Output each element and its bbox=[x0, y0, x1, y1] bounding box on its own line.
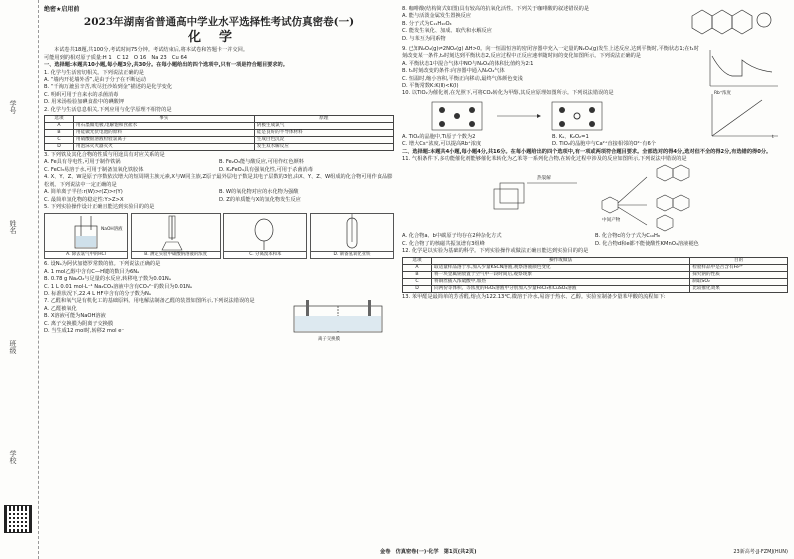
answer-option: C. 最简单氢化物的稳定性:Y>Z>X bbox=[44, 196, 124, 203]
answer-option: B. “千淘万漉虽辛苦,吹尽狂沙始到金”描述的是化学变化 bbox=[44, 84, 173, 91]
answer-option: B. t₁时刻改变的条件:向容器中通入N₂O₄气体 bbox=[402, 68, 505, 75]
figure-caption: D. 制备氢氧化亚铁 bbox=[311, 251, 393, 258]
answer-option: A. 简单离子半径:r(W)>r(Z)>r(Y) bbox=[44, 189, 123, 196]
figure-caption: B. 测定实验中碳酸钠溶液的浓度 bbox=[132, 251, 220, 258]
question-stem: 1. 化学与生活密切相关。下列说法正确的是 bbox=[44, 69, 144, 76]
answer-option: C. 恒温时,缩小容积,平衡正向移动,最终气体颜色变浅 bbox=[402, 75, 523, 82]
question-stem: 12. 化学是以实验为基础的科学。下列实验操作或做法正确且能达到实验目的的是 bbox=[402, 248, 589, 255]
answer-option: D. 用米汤检验加碘食盐中的碘酸钾 bbox=[44, 99, 124, 106]
q10-block bbox=[402, 90, 788, 148]
right-column bbox=[402, 6, 788, 301]
table-cell: 发生双水解反应 bbox=[254, 144, 393, 151]
q8-block bbox=[402, 6, 788, 46]
answer-option: A. TiO₂的晶胞中,Ti原子个数为2 bbox=[402, 133, 476, 140]
answer-option: C. 增大Cs⁺浓度,可以提高Rb⁺浓度 bbox=[402, 141, 482, 148]
answer-option: C. 1 L 0.01 mol·L⁻¹ Na₂CO₃溶液中含有CO₃²⁻的数目为0.01Nₐ bbox=[44, 283, 192, 290]
answer-option: A. 乙醛被氧化 bbox=[44, 305, 77, 312]
answer-option: B. Kₐ、K₂O₂=1 bbox=[552, 133, 589, 140]
apparatus-figure-d bbox=[310, 213, 394, 259]
answer-option: B. W的氧化物对应的水化物为强酸 bbox=[219, 189, 299, 196]
table-row bbox=[403, 278, 788, 285]
test-tube-icon bbox=[311, 214, 393, 252]
q9-text bbox=[402, 46, 702, 90]
table-header: 选项 bbox=[403, 257, 432, 264]
answer-option: D. TiO₂的晶胞中与Ca²⁺直接相邻的O²⁻有6个 bbox=[552, 141, 656, 148]
table-header: 操作或做法 bbox=[432, 257, 690, 264]
table-cell: 将一块金属钠放置于空气中一段时间后,观察现象 bbox=[432, 271, 690, 278]
answer-option: A. 化合物a、b中碳原子均存在2种杂化方式 bbox=[402, 233, 502, 240]
table-cell: 向两份等体积、等浓度的H₂O₂溶液中分别加入少量FeCl₃和CuSO₄溶液 bbox=[432, 285, 690, 292]
answer-option: C. 能发生氧化、加成、取代和水解反应 bbox=[402, 28, 492, 35]
table-cell: 取适量样品溶于水,加入少量KSCN溶液,观察溶液颜色变化 bbox=[432, 264, 690, 271]
option-grid bbox=[402, 134, 702, 149]
membrane-label: 离子交换膜 bbox=[318, 337, 340, 343]
table-cell: A bbox=[403, 264, 432, 271]
table-header: 事实 bbox=[74, 116, 255, 123]
table-header-row bbox=[45, 116, 394, 123]
question-stem: 2. 化学与生活息息相关,下列应用与化学原理不相符的是 bbox=[44, 106, 172, 113]
apparatus-figure-a bbox=[44, 213, 128, 259]
question-stem: 10. 以TiO₂为催化剂,在光照下,可将CO₂转化为甲醇,其反应原理如图所示。下列说法错误的是 bbox=[402, 90, 614, 97]
margin-label: 班级 bbox=[9, 340, 17, 354]
table-row bbox=[403, 285, 788, 292]
instructions-line: 本试卷共18题,共100分,考试时间75分钟。考试结束后,将本试卷和答题卡一并交回。 bbox=[54, 47, 249, 54]
table-cell: D bbox=[403, 285, 432, 292]
answer-option: D. 当生成12 mol时,转移2 mol e⁻ bbox=[44, 327, 125, 334]
table-cell: 用石墨做电极,电解饱和食盐水 bbox=[74, 123, 255, 130]
figure-caption: A. 除去氯气中的HCl bbox=[45, 251, 127, 258]
qr-code-icon bbox=[4, 505, 32, 533]
answer-option: B. X溶液可能为NaOH溶液 bbox=[44, 313, 106, 320]
table-cell: 比较催化效果 bbox=[690, 285, 788, 292]
q2-table bbox=[44, 115, 394, 151]
answer-option: B. 化合物c的分子式为C₁₀H₈ bbox=[595, 233, 660, 240]
question-stem: 8. 咖啡酸(结构简式如图)具有较高的抗氧化活性。下列关于咖啡酸的叙述错误的是 bbox=[402, 6, 590, 12]
electrolysis-cell-icon bbox=[284, 298, 392, 338]
reaction-scheme-icon bbox=[402, 163, 788, 233]
table-row bbox=[403, 271, 788, 278]
page-footer-code: 23新高考·JJ·FZMJ(HUN) bbox=[733, 549, 788, 555]
answer-option: B. 分子式为C₁₁H₁₀O₄ bbox=[402, 20, 452, 27]
exam-title: 2023年湖南省普通高中学业水平选择性考试仿真密卷(一) bbox=[83, 16, 355, 29]
section-heading: 一、选择题:本题共10小题,每小题3分,共30分。在每小题给出的四个选项中,只有一项是符合题目要求的。 bbox=[44, 62, 288, 69]
section-heading: 二、选择题:本题共4小题,每小题4分,共16分。在每小题给出的四个选项中,有一项或两项符合题目要求。全部选对的得4分,选对但不全的得2分,有选错的得0分。 bbox=[402, 148, 772, 155]
apparatus-figure-c bbox=[223, 213, 307, 259]
margin-label: 学号 bbox=[9, 100, 17, 114]
page-footer: 金卷 仿真密卷(一)·化学 第1页(共2页) bbox=[380, 549, 477, 555]
crystal-cell-icon bbox=[402, 98, 702, 134]
axis-label-y: Rb⁺浓度 bbox=[714, 91, 731, 97]
table-row bbox=[45, 123, 394, 130]
separatory-icon bbox=[224, 214, 306, 252]
table-cell: A bbox=[45, 123, 74, 130]
answer-option: C. FeCl₃易溶于水,可用于制备氢氧化铁胶体 bbox=[44, 166, 144, 173]
table-row bbox=[45, 144, 394, 151]
q11-figure bbox=[402, 163, 788, 233]
table-header-row bbox=[403, 257, 788, 264]
reagent-label: NaOH溶液 bbox=[101, 227, 123, 233]
table-cell: C bbox=[403, 278, 432, 285]
question-stem: 6. 设Nₐ为阿伏加德罗常数的值。下列说法正确的是 bbox=[44, 261, 161, 268]
answer-option: D. 与苯互为同系物 bbox=[402, 35, 446, 42]
answer-option: C. 化合物了的核磁共振氢谱有3组峰 bbox=[402, 240, 485, 247]
scheme-label: 热裂解 bbox=[537, 176, 551, 182]
q12-table bbox=[402, 257, 788, 293]
question-stem: 4. X、Y、Z、W是原子序数依次增大的短周期主族元素,X与W同主族,Z原子最外层电子数是其电子层数的3倍,由X、Y、Z、W组成的化合物可用作食品膨松剂。下列说法中一定正确的是 bbox=[44, 174, 393, 188]
table-row bbox=[45, 130, 394, 137]
molecule-structure-icon bbox=[672, 6, 782, 46]
answer-option: C. 离子交换膜为阴离子交换膜 bbox=[44, 320, 114, 327]
figure-caption: C. 分离溴苯和苯 bbox=[224, 251, 306, 258]
q7-block bbox=[44, 298, 394, 343]
table-cell: B bbox=[403, 271, 432, 278]
table-cell: 检验样品中是否含有Fe³⁺ bbox=[690, 264, 788, 271]
rate-time-graph-icon bbox=[702, 46, 782, 90]
answer-option: D. K₂FeO₄具有强氧化性,可用于杀菌消毒 bbox=[219, 166, 313, 173]
option-grid bbox=[44, 189, 394, 204]
electrolysis-figure bbox=[284, 298, 392, 343]
answer-option: D. Z的单质能与X的氢化物发生反应 bbox=[219, 196, 301, 203]
subject-title: 化学 bbox=[187, 30, 250, 46]
answer-option: D. 化合物d和e都不能使酸性KMnO₄溶液褪色 bbox=[595, 240, 699, 247]
table-cell: 制取SO₂ bbox=[690, 278, 788, 285]
question-stem: 7. 乙醛和氧气是有机化工的基础原料。用电解法制备乙醛的装置如图所示,下列说法错误的是 bbox=[44, 298, 255, 305]
answer-option: A. 1 mol乙醇中含有C—H键的数目为6Nₐ bbox=[44, 268, 140, 275]
table-row bbox=[403, 264, 788, 271]
answer-option: D. 标准状况下,22.4 L HF中含有的分子数为Nₐ bbox=[44, 290, 151, 297]
concentration-graph bbox=[702, 90, 782, 148]
answer-option: A. “墙内开花墙外香”,是由于分子在不断运动 bbox=[44, 77, 146, 84]
left-column bbox=[44, 6, 394, 343]
instructions-line: 可能用到的相对原子质量:H 1 C 12 O 16 Na 23 Cu 64 bbox=[44, 54, 188, 61]
question-stem: 5. 下列实验操作设计正确且能达到实验目的的是 bbox=[44, 203, 155, 210]
confidential-label: 绝密★启用前 bbox=[44, 6, 80, 13]
table-cell: 将铜丝插入浓硫酸中,加热 bbox=[432, 278, 690, 285]
q8-text bbox=[402, 6, 672, 46]
option-grid bbox=[402, 233, 788, 248]
table-cell: 用泡沫灭火器灭火 bbox=[74, 144, 255, 151]
question-stem: 13. 苯甲醛是最简单的芳香醛,熔点为122.13℃,微溶于冷水,易溶于热水、乙醇。实验室制备少量苯甲酸的流程如下: bbox=[402, 293, 666, 300]
answer-option: A. 平衡状态1中混合气体中NO与N₂O₄的体积比值约为2∶1 bbox=[402, 60, 534, 67]
question-stem: 9. 已知N₂O₄(g)⇌2NO₂(g) ΔH>0。向一恒温恒容的密闭容器中充入一定量的N₂O₄(g)发生上述反应,达到平衡时,平衡状态1;在t₁时刻改变某一条件,t₂时刻达到平衡状态2,反应过程中正反应速率随时间的变化如图所示。下列说法正确的是 bbox=[402, 46, 699, 60]
question-stem: 3. 下列铁及其化合物的性质与用途具有对应关系的是 bbox=[44, 152, 165, 159]
concentration-graph-icon bbox=[702, 90, 782, 142]
answer-option: A. 能与活泼金属发生置换反应 bbox=[402, 13, 472, 20]
binding-margin bbox=[0, 0, 39, 559]
q10-text bbox=[402, 90, 702, 148]
table-cell: 硅是良好的半导体材料 bbox=[254, 130, 393, 137]
table-header: 选项 bbox=[45, 116, 74, 123]
burette-icon bbox=[132, 214, 220, 252]
axis-label-x: t bbox=[772, 135, 774, 141]
answer-option: D. 平衡常数K:K(Ⅱ)<K(Ⅰ) bbox=[402, 83, 459, 90]
table-cell: 用硝酸银溶液检验氯离子 bbox=[74, 137, 255, 144]
q9-block bbox=[402, 46, 788, 90]
answer-option: C. 明矾可用于自来水的杀菌消毒 bbox=[44, 91, 119, 98]
answer-option: B. 0.78 g Na₂O₂与足量的水反应,转移电子数为0.01Nₐ bbox=[44, 276, 171, 283]
answer-option: A. Fe具有导电性,可用于制作铁锅 bbox=[44, 159, 121, 166]
table-header: 目的 bbox=[690, 257, 788, 264]
table-cell: C bbox=[45, 137, 74, 144]
margin-label: 学校 bbox=[9, 450, 17, 464]
table-cell: B bbox=[45, 130, 74, 137]
scheme-label: 中间产物 bbox=[602, 218, 621, 224]
table-cell: D bbox=[45, 144, 74, 151]
margin-label: 姓名 bbox=[9, 220, 17, 234]
q7-text bbox=[44, 298, 284, 338]
table-header: 原理 bbox=[254, 116, 393, 123]
table-cell: 用硅做光伏电池的原料 bbox=[74, 130, 255, 137]
answer-option: B. Fe₂O₃能与酸反应,可用作红色颜料 bbox=[219, 159, 304, 166]
question-stem: 11. 气相条件下,多功能催化剂能够催化苯转化为乙苯等一系列化合物,在转化过程中涉及的反应如图所示,下列说法中错误的是 bbox=[402, 156, 687, 163]
table-cell: 阴极生成氯气 bbox=[254, 123, 393, 130]
table-row bbox=[45, 137, 394, 144]
table-cell: 生成白色沉淀 bbox=[254, 137, 393, 144]
apparatus-figure-b bbox=[131, 213, 221, 259]
option-grid bbox=[44, 159, 394, 174]
table-cell: 探究钠的性质 bbox=[690, 271, 788, 278]
q5-figures bbox=[44, 213, 394, 259]
